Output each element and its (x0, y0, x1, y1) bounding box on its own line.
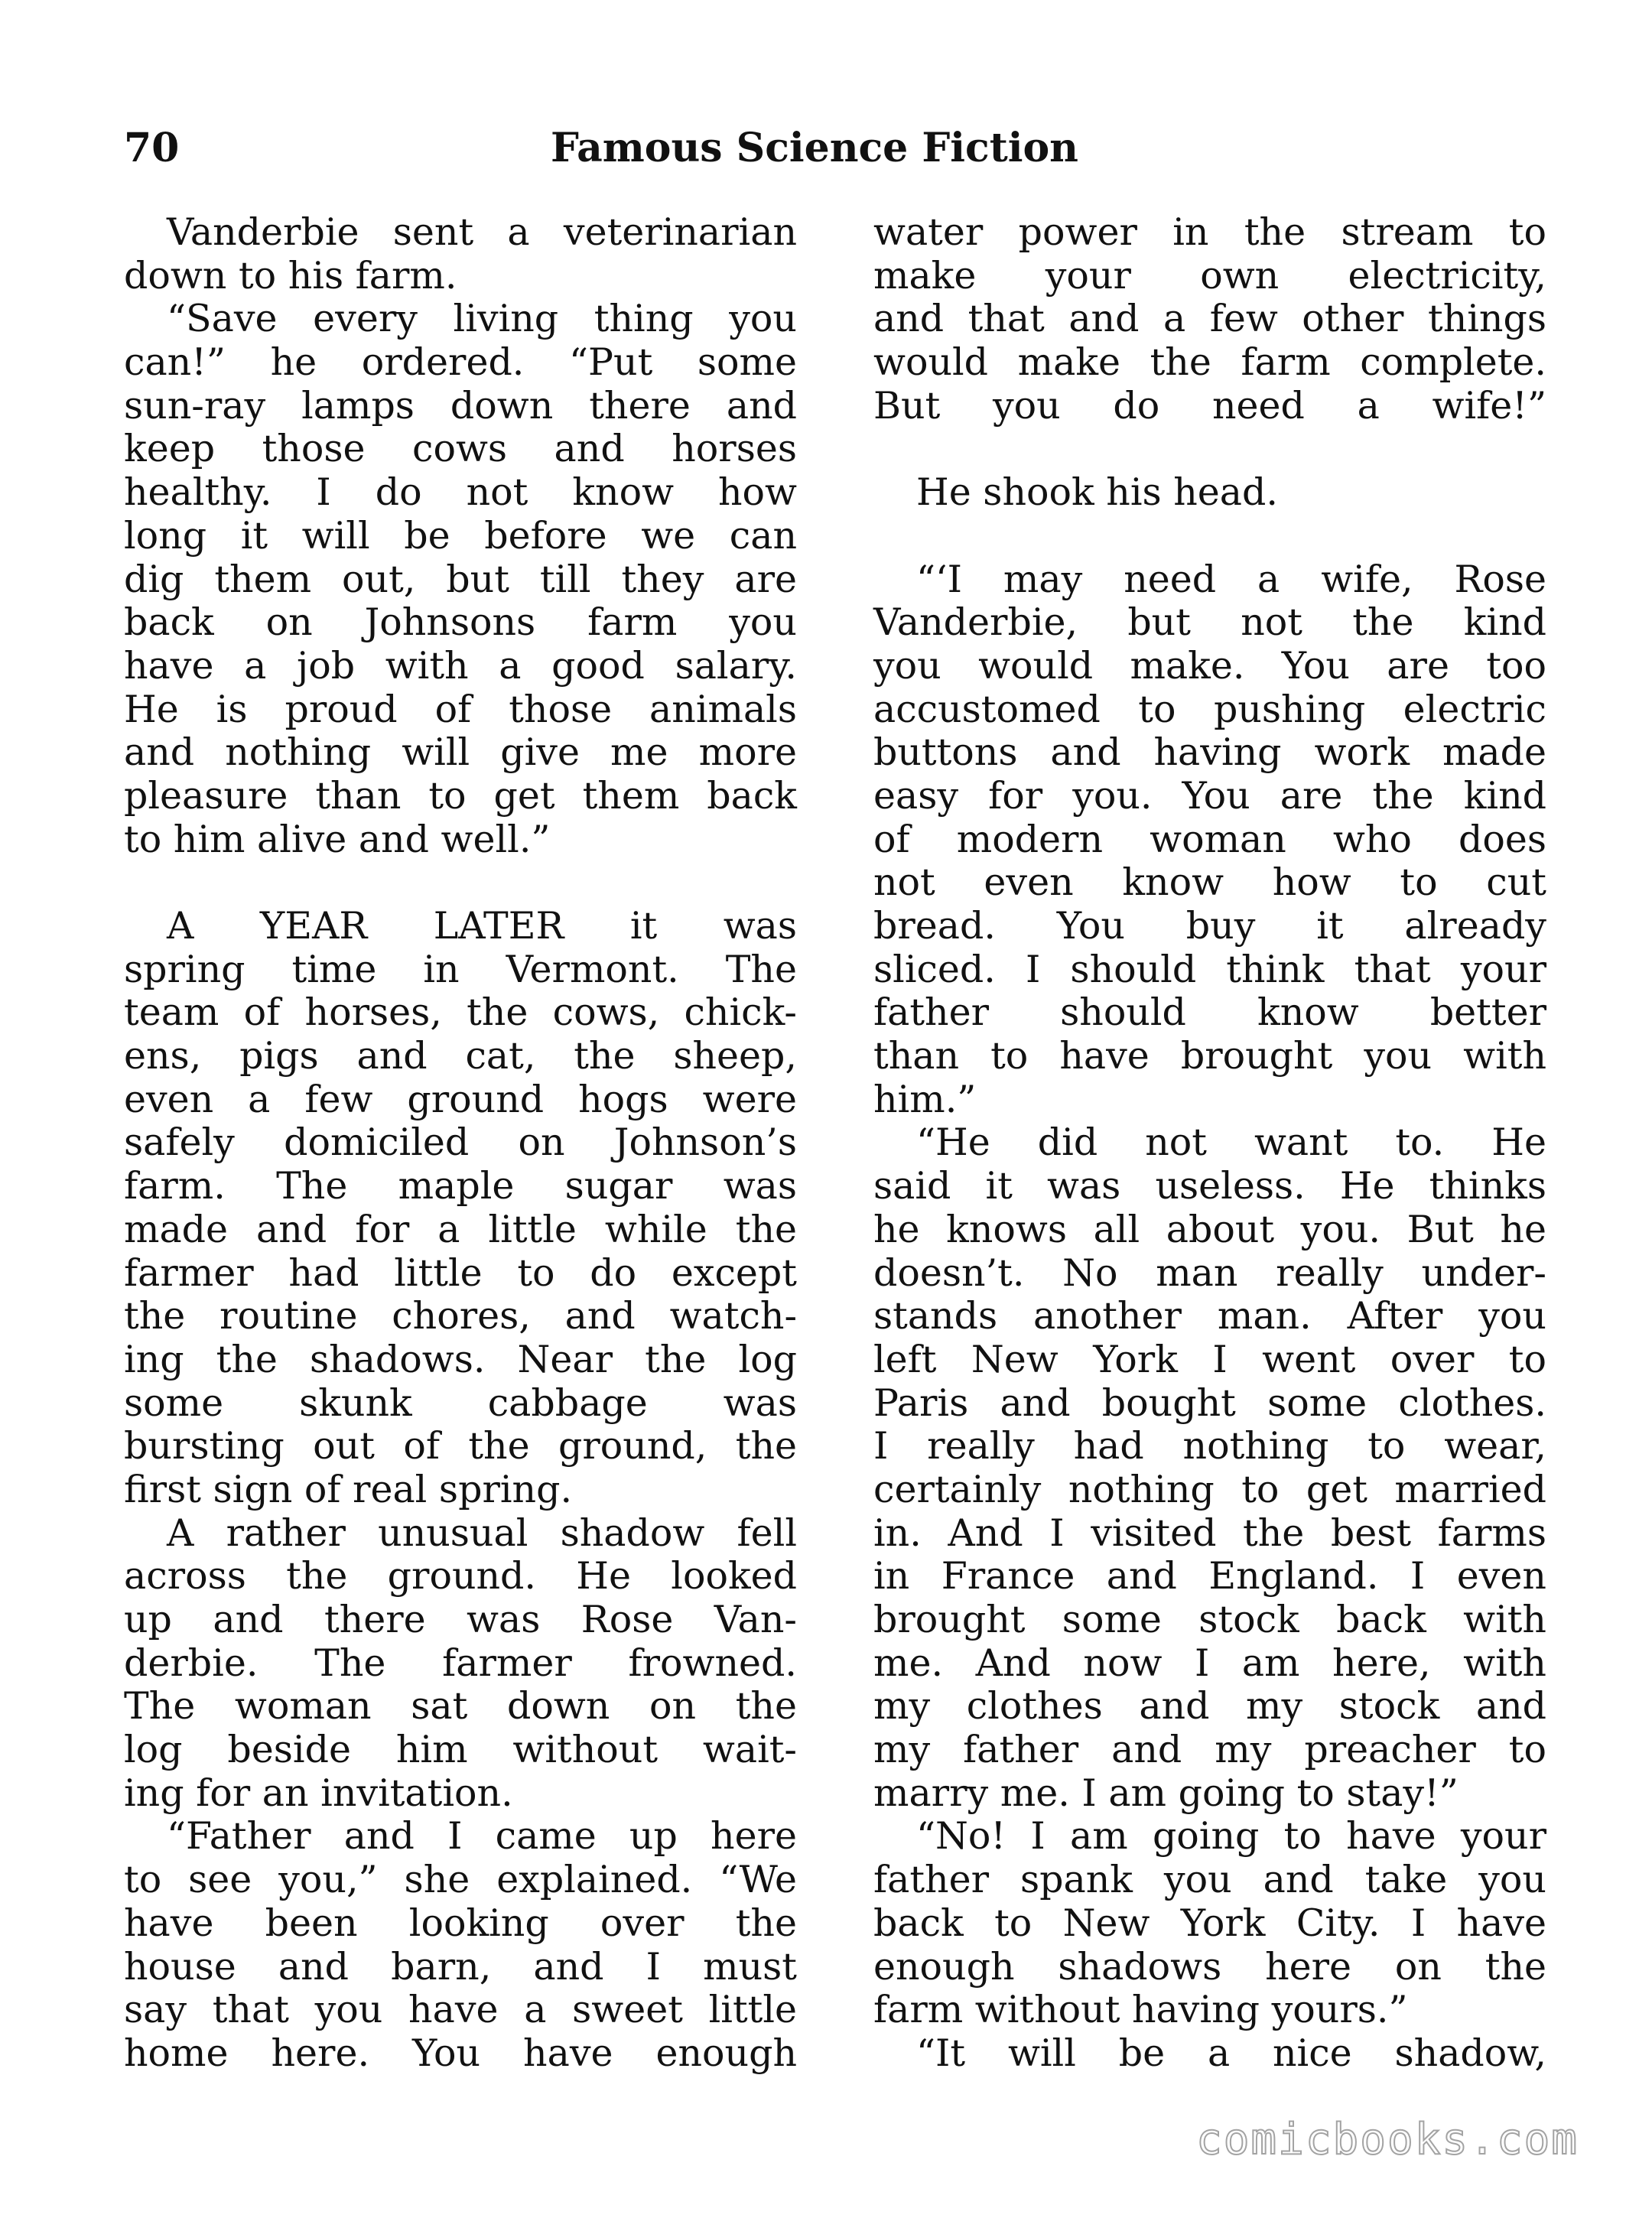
text-line: certainly nothing to get married (873, 1467, 1546, 1511)
text-line: and that and a few other things (873, 297, 1546, 341)
text-line: water power in the stream to (873, 210, 1546, 254)
text-line: log beside him without wait- (124, 1728, 797, 1772)
text-line: Vanderbie sent a veterinarian (167, 210, 797, 254)
text-line: “‘I may need a wife, Rose (916, 557, 1546, 601)
text-line: A YEAR LATER it was (167, 904, 797, 948)
text-line: doesn’t. No man really under- (873, 1250, 1546, 1295)
text-line: back to New York City. I have (873, 1901, 1546, 1945)
text-line: ing for an invitation. (124, 1771, 513, 1815)
text-line: house and barn, and I must (124, 1944, 797, 1989)
text-line: father spank you and take you (873, 1858, 1546, 1902)
text-line: made and for a little while the (124, 1207, 797, 1251)
text-line: have a job with a good salary. (124, 643, 797, 688)
blank-line (124, 861, 797, 905)
text-line: even a few ground hogs were (124, 1077, 797, 1121)
text-line: not even know how to cut (873, 860, 1546, 905)
blank-line (873, 515, 1546, 558)
text-line: across the ground. He looked (124, 1554, 797, 1598)
text-line: he knows all about you. But he (873, 1207, 1546, 1251)
text-line: “Save every living thing you (167, 297, 797, 341)
text-line: dig them out, but till they are (124, 557, 797, 601)
text-line: first sign of real spring. (124, 1467, 573, 1511)
running-title: Famous Science Fiction (551, 125, 1078, 171)
text-line: He shook his head. (916, 470, 1278, 515)
text-line: have been looking over the (124, 1901, 797, 1945)
text-line: and nothing will give me more (124, 730, 797, 775)
text-line: home here. You have enough (124, 2031, 797, 2075)
text-line: my father and my preacher to (873, 1728, 1546, 1772)
text-line: brought some stock back with (873, 1598, 1546, 1641)
watermark-logo: comicbooks.com (1195, 2115, 1579, 2164)
text-line: long it will be before we can (124, 513, 797, 558)
text-line: “He did not want to. He (916, 1120, 1546, 1165)
text-line: “Father and I came up here (167, 1814, 797, 1859)
blank-line (873, 428, 1546, 471)
text-line: derbie. The farmer frowned. (124, 1641, 797, 1685)
text-line: father should know better (873, 990, 1546, 1035)
text-line: farm without having yours.” (873, 1988, 1408, 2032)
text-line: back on Johnsons farm you (124, 600, 797, 645)
text-line: than to have brought you with (873, 1034, 1546, 1078)
text-line: my clothes and my stock and (873, 1684, 1546, 1729)
text-line: to him alive and well.” (124, 817, 551, 861)
text-line: you would make. You are too (873, 643, 1546, 688)
text-line: say that you have a sweet little (124, 1988, 797, 2032)
left-text-column (124, 211, 797, 2076)
text-line: He is proud of those animals (124, 687, 797, 731)
text-line: stands another man. After you (873, 1294, 1546, 1338)
text-line: Paris and bought some clothes. (873, 1381, 1546, 1425)
text-line: up and there was Rose Van- (124, 1598, 797, 1641)
text-line: But you do need a wife!” (873, 383, 1546, 428)
text-line: in France and England. I even (873, 1554, 1546, 1598)
text-line: pleasure than to get them back (124, 773, 797, 818)
text-line: ing the shadows. Near the log (124, 1337, 797, 1381)
text-line: Vanderbie, but not the kind (873, 600, 1546, 645)
text-line: I really had nothing to wear, (873, 1424, 1546, 1468)
text-line: “It will be a nice shadow, (916, 2031, 1546, 2075)
text-line: team of horses, the cows, chick- (124, 990, 797, 1035)
text-line: down to his farm. (124, 253, 457, 298)
text-line: said it was useless. He thinks (873, 1164, 1546, 1208)
right-text-column (873, 211, 1546, 2076)
text-line: healthy. I do not know how (124, 470, 797, 515)
text-line: can!” he ordered. “Put some (124, 340, 797, 385)
text-line: accustomed to pushing electric (873, 687, 1546, 731)
text-line: ens, pigs and cat, the sheep, (124, 1034, 797, 1078)
text-line: easy for you. You are the kind (873, 773, 1546, 818)
text-line: farm. The maple sugar was (124, 1164, 797, 1208)
text-line: to see you,” she explained. “We (124, 1858, 797, 1902)
text-line: “No! I am going to have your (916, 1814, 1546, 1859)
text-line: The woman sat down on the (124, 1684, 797, 1729)
text-line: farmer had little to do except (124, 1250, 797, 1295)
text-line: safely domiciled on Johnson’s (124, 1120, 797, 1165)
text-line: A rather unusual shadow fell (167, 1511, 797, 1555)
text-line: the routine chores, and watch- (124, 1294, 797, 1338)
text-line: bursting out of the ground, the (124, 1424, 797, 1468)
text-line: of modern woman who does (873, 817, 1546, 861)
text-line: enough shadows here on the (873, 1944, 1546, 1989)
text-line: buttons and having work made (873, 730, 1546, 775)
text-line: some skunk cabbage was (124, 1381, 797, 1425)
text-line: marry me. I am going to stay!” (873, 1771, 1459, 1815)
text-line: bread. You buy it already (873, 904, 1546, 948)
text-line: would make the farm complete. (873, 340, 1546, 385)
text-line: sliced. I should think that your (873, 947, 1546, 991)
text-line: spring time in Vermont. The (124, 947, 797, 991)
text-line: make your own electricity, (873, 253, 1546, 298)
text-line: left New York I went over to (873, 1337, 1546, 1381)
text-line: me. And now I am here, with (873, 1641, 1546, 1685)
text-line: him.” (873, 1077, 977, 1121)
text-line: in. And I visited the best farms (873, 1511, 1546, 1555)
page-number: 70 (124, 125, 180, 171)
text-line: keep those cows and horses (124, 427, 797, 471)
text-line: sun-ray lamps down there and (124, 383, 797, 428)
